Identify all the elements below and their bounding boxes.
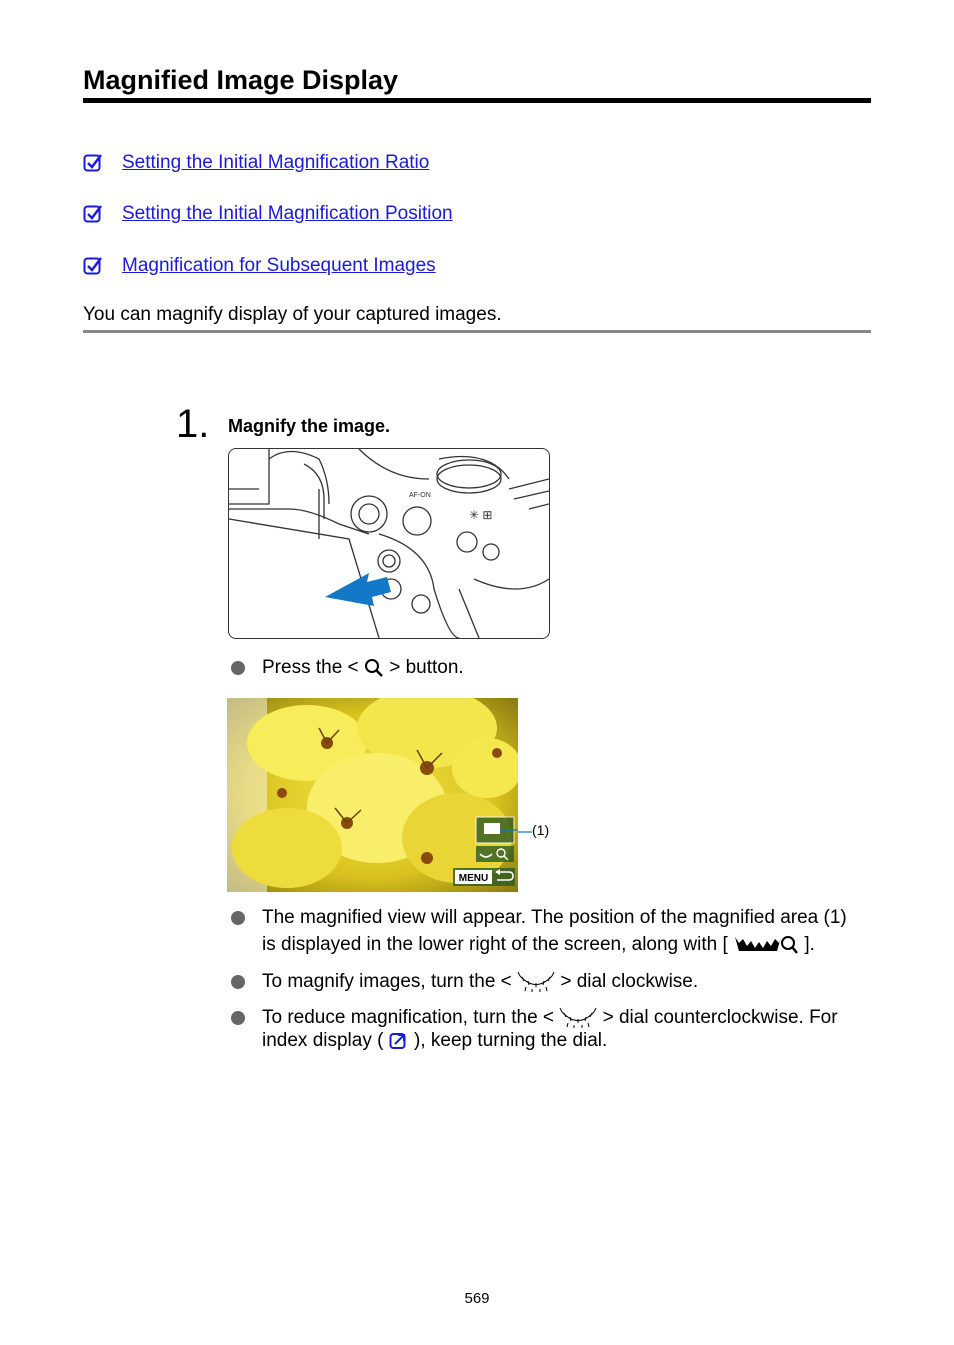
bullet-text-part: To magnify images, turn the <	[262, 971, 512, 992]
bullet-text-part: index display (	[262, 1030, 384, 1051]
toc-link[interactable]: Magnification for Subsequent Images	[122, 255, 436, 276]
svg-text:AF-ON: AF-ON	[409, 492, 431, 499]
camera-drawing	[229, 449, 549, 638]
cross-reference-icon[interactable]	[389, 1031, 409, 1051]
bullet-text-part: is displayed in the lower right of the screen, along with [	[262, 934, 728, 955]
svg-text:✳ ⊞: ✳ ⊞	[469, 508, 493, 522]
magnified-view-screen	[227, 698, 518, 892]
callout-label: (1)	[532, 822, 550, 838]
intro-text: You can magnify display of your captured images.	[83, 302, 871, 333]
bullet-dot	[231, 1011, 245, 1025]
bullet-dot	[231, 975, 245, 989]
bullet-dot	[231, 911, 245, 925]
checkbox-link-icon	[83, 204, 103, 224]
bullet-text-part: Press the <	[262, 657, 359, 678]
bullet-text-part: ), keep turning the dial.	[414, 1030, 608, 1051]
page-number: 569	[464, 1290, 490, 1307]
menu-label: MENU	[458, 873, 489, 884]
checkbox-link-icon	[83, 256, 103, 276]
bullet-text	[262, 1027, 607, 1054]
bullet-text-part: > dial counterclockwise. For	[602, 1007, 838, 1028]
dial-magnify-icon	[733, 933, 799, 957]
step-number: 1.	[176, 402, 210, 446]
camera-illustration	[228, 448, 550, 639]
bullet-text-part: > button.	[389, 657, 464, 678]
magnify-icon	[364, 658, 384, 678]
main-dial-icon	[559, 1007, 597, 1029]
bullet-text	[262, 654, 464, 681]
toc-link[interactable]: Setting the Initial Magnification Position	[122, 203, 453, 224]
checkbox-link-icon	[83, 153, 103, 173]
press-arrow	[325, 573, 391, 606]
flower-photo	[227, 698, 518, 892]
bullet-dot	[231, 661, 245, 675]
bullet-text	[262, 968, 698, 995]
step-title: Magnify the image.	[228, 416, 391, 436]
bullet-text	[262, 931, 815, 958]
main-dial-icon	[517, 971, 555, 993]
callout-line	[518, 831, 532, 833]
bullet-text-part: ].	[804, 934, 815, 955]
bullet-text-part: > dial clockwise.	[560, 971, 699, 992]
page-title: Magnified Image Display	[83, 62, 871, 103]
toc-link[interactable]: Setting the Initial Magnification Ratio	[122, 152, 430, 173]
bullet-text: The magnified view will appear. The position of the magnified area (1)	[262, 907, 847, 928]
bullet-text-part: To reduce magnification, turn the <	[262, 1007, 555, 1028]
magnified-area-indicator	[484, 823, 500, 834]
